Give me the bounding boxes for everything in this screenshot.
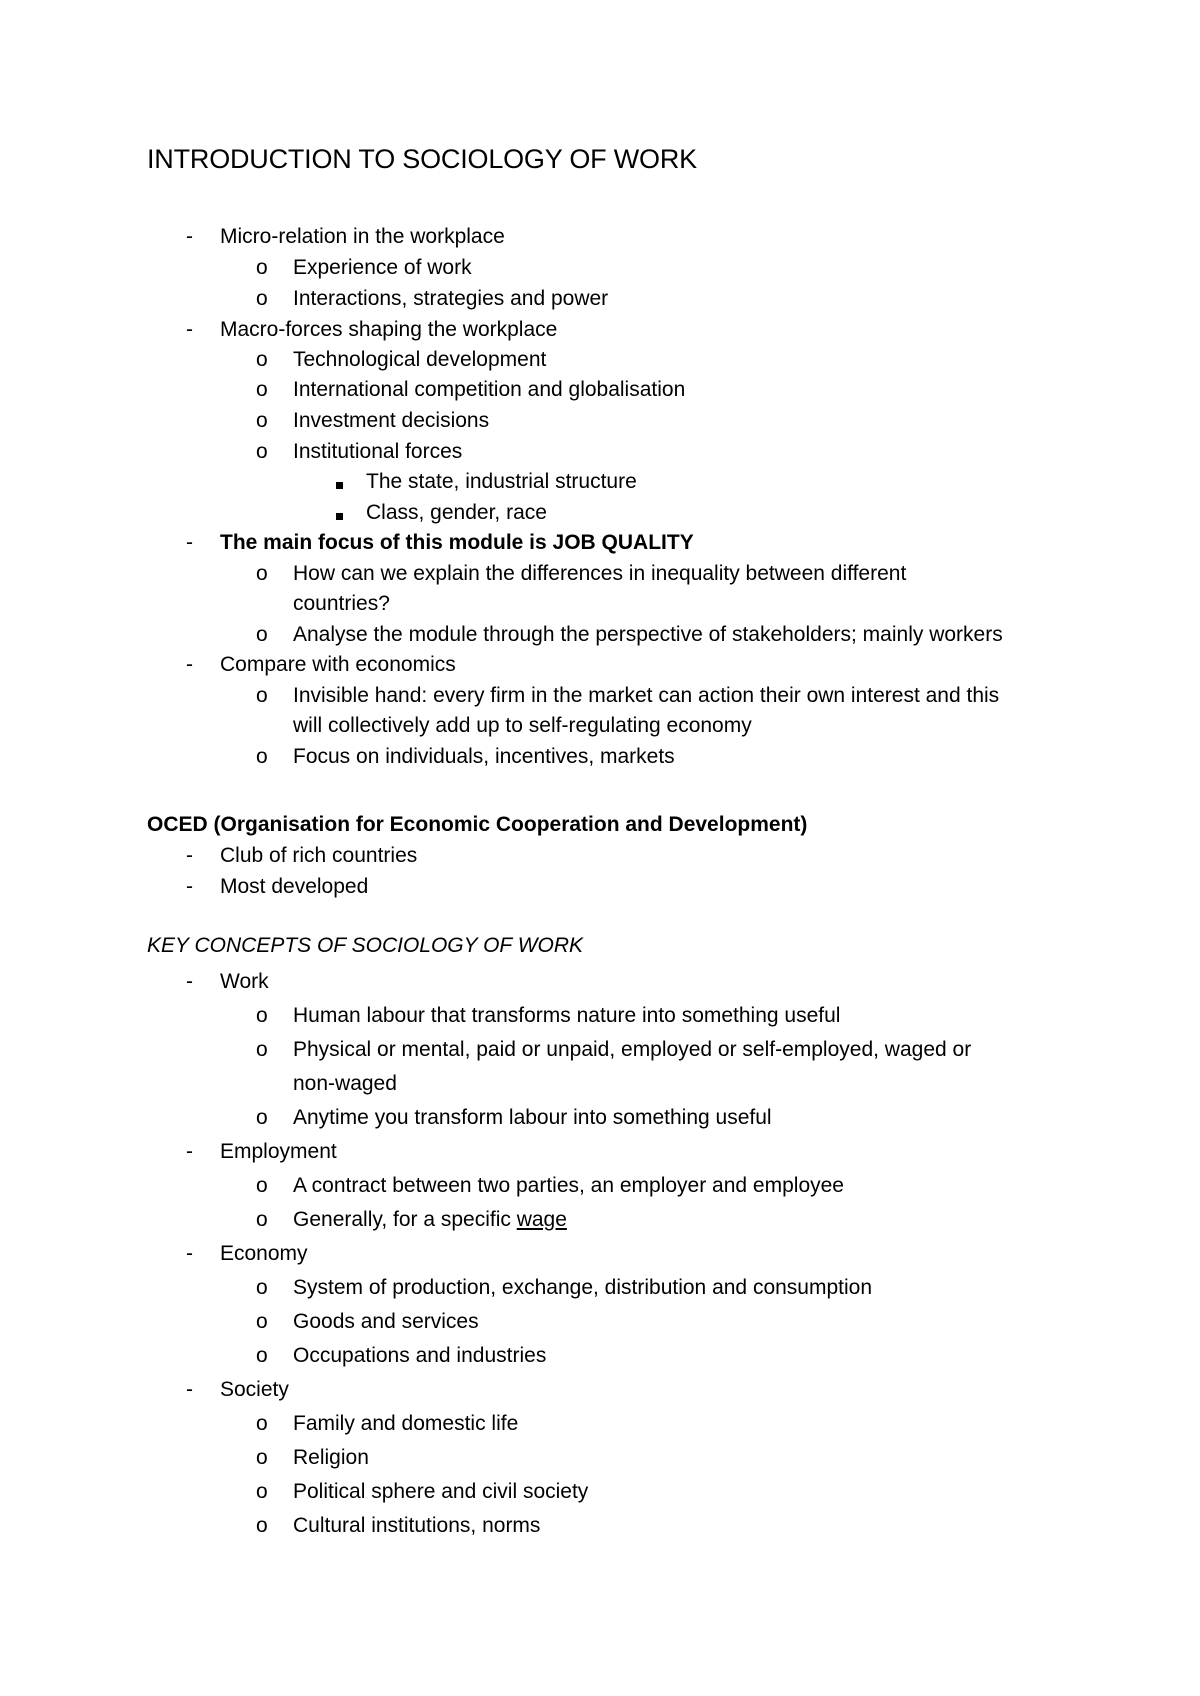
list-item: Invisible hand: every firm in the market can action their own interest and this [293, 684, 1000, 707]
list-item: Human labour that transforms nature into something useful [293, 1004, 841, 1027]
list-item-work: Work [220, 970, 269, 993]
circle-bullet: o [256, 1038, 268, 1061]
wage-underlined-text: wage [516, 1208, 567, 1231]
list-item-continuation: non-waged [293, 1072, 397, 1095]
circle-bullet: o [256, 1276, 268, 1299]
list-item: Family and domestic life [293, 1412, 519, 1435]
dash-bullet: - [186, 970, 193, 993]
list-item: Religion [293, 1446, 369, 1469]
list-item: Class, gender, race [366, 501, 547, 524]
circle-bullet: o [256, 1174, 268, 1197]
dash-bullet: - [186, 844, 193, 867]
circle-bullet: o [256, 1514, 268, 1537]
circle-bullet: o [256, 1208, 268, 1231]
list-item: The state, industrial structure [366, 470, 637, 493]
square-bullet-icon [336, 482, 343, 489]
list-item: System of production, exchange, distribution and consumption [293, 1276, 873, 1299]
document-title: INTRODUCTION TO SOCIOLOGY OF WORK [147, 144, 697, 174]
dash-bullet: - [186, 318, 193, 341]
list-item: Analyse the module through the perspective of stakeholders; mainly workers [293, 623, 1003, 646]
list-item: Technological development [293, 348, 547, 371]
circle-bullet: o [256, 562, 268, 585]
circle-bullet: o [256, 1480, 268, 1503]
dash-bullet: - [186, 1378, 193, 1401]
list-item-society: Society [220, 1378, 289, 1401]
list-item: Political sphere and civil society [293, 1480, 589, 1503]
list-item: Physical or mental, paid or unpaid, employed or self-employed, waged or [293, 1038, 972, 1061]
list-item: Cultural institutions, norms [293, 1514, 541, 1537]
list-item: Investment decisions [293, 409, 490, 432]
wage-prefix-text: Generally, for a specific [293, 1208, 517, 1231]
list-item: A contract between two parties, an employer and employee [293, 1174, 844, 1197]
list-item: Anytime you transform labour into something useful [293, 1106, 772, 1129]
circle-bullet: o [256, 623, 268, 646]
circle-bullet: o [256, 1412, 268, 1435]
list-item-focus: The main focus of this module is JOB QUALITY [220, 531, 694, 554]
list-item: Most developed [220, 875, 369, 898]
dash-bullet: - [186, 653, 193, 676]
list-item-economy: Economy [220, 1242, 308, 1265]
list-item-compare: Compare with economics [220, 653, 456, 676]
circle-bullet: o [256, 287, 268, 310]
square-bullet-icon [336, 513, 343, 520]
circle-bullet: o [256, 1344, 268, 1367]
list-item: Interactions, strategies and power [293, 287, 609, 310]
circle-bullet: o [256, 1106, 268, 1129]
circle-bullet: o [256, 684, 268, 707]
list-item-employment: Employment [220, 1140, 337, 1163]
dash-bullet: - [186, 1242, 193, 1265]
list-item: Occupations and industries [293, 1344, 547, 1367]
dash-bullet: - [186, 225, 193, 248]
circle-bullet: o [256, 256, 268, 279]
list-item: Experience of work [293, 256, 472, 279]
dash-bullet: - [186, 531, 193, 554]
oced-heading: OCED (Organisation for Economic Cooperation and Development) [147, 813, 808, 836]
list-item: International competition and globalisation [293, 378, 686, 401]
dash-bullet: - [186, 875, 193, 898]
list-item-macro: Macro-forces shaping the workplace [220, 318, 558, 341]
list-item: Institutional forces [293, 440, 463, 463]
list-item-micro: Micro-relation in the workplace [220, 225, 505, 248]
circle-bullet: o [256, 440, 268, 463]
list-item: Club of rich countries [220, 844, 418, 867]
circle-bullet: o [256, 1004, 268, 1027]
circle-bullet: o [256, 745, 268, 768]
list-item-continuation: countries? [293, 592, 390, 615]
dash-bullet: - [186, 1140, 193, 1163]
key-concepts-heading: KEY CONCEPTS OF SOCIOLOGY OF WORK [147, 934, 584, 957]
circle-bullet: o [256, 409, 268, 432]
list-item: How can we explain the differences in inequality between different [293, 562, 907, 585]
list-item-wage [293, 1205, 567, 1235]
list-item-continuation: will collectively add up to self-regulating economy [293, 714, 752, 737]
list-item: Goods and services [293, 1310, 479, 1333]
circle-bullet: o [256, 378, 268, 401]
circle-bullet: o [256, 1446, 268, 1469]
circle-bullet: o [256, 1310, 268, 1333]
circle-bullet: o [256, 348, 268, 371]
list-item: Focus on individuals, incentives, markets [293, 745, 675, 768]
